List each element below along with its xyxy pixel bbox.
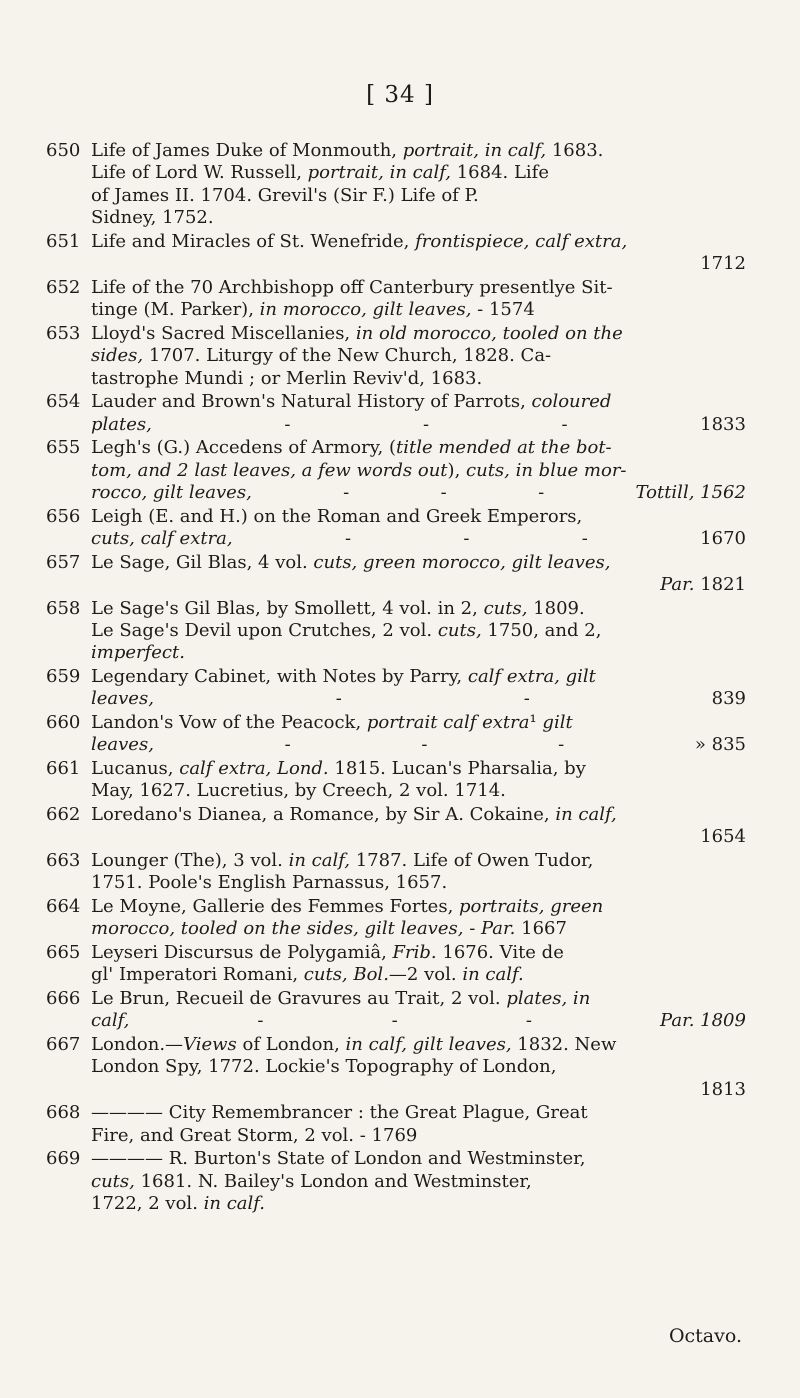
text-run: - (463, 918, 481, 940)
text-run: 1654 (700, 826, 746, 848)
italic-text: Par. 1809 (660, 1010, 746, 1032)
lot-number: 665 (46, 942, 81, 964)
entry-line (91, 299, 746, 321)
text-run: of James II. 1704. Grevil's (Sir F.) Life of P. (91, 184, 479, 206)
italic-text: calf, (91, 1010, 130, 1032)
entry-line (91, 942, 746, 964)
lot-number: 659 (46, 666, 81, 688)
entry-line (91, 506, 746, 528)
italic-text: cuts, (91, 1170, 135, 1192)
text-run: - (284, 413, 291, 435)
catalogue-entry (46, 850, 746, 895)
lot-number: 651 (46, 230, 81, 252)
text-run: 1712 (700, 253, 746, 275)
catalogue-entry (46, 1102, 746, 1147)
italic-text: cuts, green morocco, gilt leaves, (313, 551, 611, 573)
catalogue-entry (46, 1034, 746, 1101)
text-run: Le Brun, Recueil de Gravures au Trait, 2 vol. (91, 988, 507, 1010)
entry-text (91, 506, 746, 551)
italic-text: rocco, gilt leaves, (91, 482, 252, 504)
catalogue-entry (46, 140, 746, 230)
text-run: - (257, 1010, 264, 1032)
catalogue-entry (46, 1148, 746, 1215)
entry-line (91, 598, 746, 620)
italic-text: in calf, (555, 804, 617, 826)
text-run: Leigh (E. and H.) on the Roman and Greek Emperors, (91, 505, 583, 527)
text-run: 1832. New (511, 1034, 617, 1056)
lot-number: 655 (46, 437, 81, 459)
text-run: Landon's Vow of the Peacock, (91, 712, 367, 734)
entry-text (91, 988, 746, 1033)
lot-number: 652 (46, 276, 81, 298)
catalogue-entries (46, 140, 746, 1217)
text-run: 1670 (700, 528, 746, 550)
entry-line (91, 1148, 746, 1170)
entry-line (91, 964, 746, 986)
entry-text (91, 277, 746, 322)
lot-number: 661 (46, 758, 81, 780)
catalogue-entry (46, 804, 746, 849)
entry-text (91, 666, 746, 711)
entry-line (91, 666, 746, 688)
italic-text: Frib. (392, 942, 437, 964)
text-run: 1750, and 2, (481, 620, 602, 642)
text-run: Le Sage's Devil upon Crutches, 2 vol. (91, 620, 438, 642)
entry-text (91, 437, 746, 504)
italic-text: portraits, green (459, 896, 604, 918)
page-number: [ 34 ] (366, 82, 434, 108)
text-run: —2 vol. (388, 964, 463, 986)
italic-text: sides, (91, 345, 144, 367)
italic-text: cuts, (483, 597, 528, 619)
catalogue-entry (46, 231, 746, 276)
text-run: Lauder and Brown's Natural History of Parrots, (91, 391, 532, 413)
italic-text: gilt (542, 712, 573, 734)
entry-line (91, 804, 746, 826)
text-run: - (525, 1010, 532, 1032)
text-run: - (581, 528, 588, 550)
text-run: 1667 (515, 918, 567, 940)
catalogue-entry (46, 988, 746, 1033)
entry-line (91, 1125, 746, 1147)
text-run: Lounger (The), 3 vol. (91, 850, 289, 872)
entry-line (91, 642, 746, 664)
text-run: - (421, 734, 428, 756)
entry-line (91, 1079, 746, 1101)
italic-text: in calf. (203, 1193, 266, 1215)
entry-line (91, 277, 746, 299)
text-run: - (561, 413, 568, 435)
lot-number: 653 (46, 322, 81, 344)
lot-number: 667 (46, 1034, 81, 1056)
entry-text (91, 323, 746, 390)
text-run: 1684. Life (451, 162, 549, 184)
entry-line (91, 872, 746, 894)
lot-number: 650 (46, 140, 81, 161)
text-run: 839 (711, 688, 746, 710)
entry-line (91, 323, 746, 345)
lot-number: 656 (46, 505, 81, 527)
italic-text: in old morocco, tooled on the (355, 322, 623, 344)
lot-number: 664 (46, 896, 81, 918)
italic-text: cuts, calf extra, (91, 528, 233, 550)
text-run: Lucanus, (91, 758, 180, 780)
text-run: Lloyd's Sacred Miscellanies, (91, 322, 356, 344)
italic-text: cuts, (437, 620, 482, 642)
italic-text: coloured (531, 391, 612, 413)
italic-text: in calf, (288, 850, 350, 872)
text-run: May, 1627. Lucretius, by Creech, 2 vol. 1714. (91, 780, 506, 802)
italic-text: portrait calf extra (366, 712, 530, 734)
catalogue-entry (46, 942, 746, 987)
text-run: - (343, 482, 350, 504)
catchword: Octavo. (668, 1325, 742, 1347)
entry-line (91, 1193, 746, 1215)
text-run: - (463, 528, 470, 550)
text-run: ), (447, 459, 467, 481)
entry-line (91, 1010, 746, 1032)
text-run: - (422, 413, 430, 435)
entry-text (91, 598, 746, 665)
entry-text (91, 552, 746, 597)
text-run: Le Sage, Gil Blas, 4 vol. (91, 551, 314, 573)
entry-line (91, 140, 746, 162)
text-run: 1722, 2 vol. (91, 1193, 204, 1215)
text-run: - 1769 (354, 1124, 418, 1146)
text-run: - 1574 (471, 299, 535, 321)
entry-text (91, 1102, 746, 1147)
entry-line (91, 528, 746, 550)
text-run: 1813 (700, 1078, 746, 1100)
text-run: - (558, 734, 565, 756)
entry-line (91, 780, 746, 802)
italic-text: cuts, in blue mor- (466, 459, 627, 481)
text-run: London.— (91, 1034, 184, 1056)
entry-line (91, 758, 746, 780)
entry-line (91, 734, 746, 756)
italic-text: tom, and 2 last leaves, a few words out (91, 459, 448, 481)
text-run: - (391, 1010, 398, 1032)
entry-line (91, 688, 746, 710)
italic-text: Par. (481, 918, 516, 940)
text-run: Life and Miracles of St. Wenefride, (91, 230, 416, 252)
catalogue-entry (46, 437, 746, 504)
entry-line (91, 253, 746, 275)
text-run: 1809. (527, 597, 585, 619)
text-run: ———— R. Burton's State of London and Westminster, (91, 1148, 586, 1170)
italic-text: plates, (91, 413, 152, 435)
entry-line (91, 460, 746, 482)
text-run: Life of James Duke of Monmouth, (91, 140, 403, 161)
entry-line (91, 391, 746, 413)
text-run: ———— City Remembrancer : the Great Plague, Great (91, 1102, 588, 1124)
entry-line (91, 574, 746, 596)
text-run: Life of the 70 Archbishopp off Canterbury presentlye Sit- (91, 276, 613, 298)
lot-number: 660 (46, 712, 81, 734)
text-run: Le Moyne, Gallerie des Femmes Fortes, (91, 896, 460, 918)
text-run: 1787. Life of Owen Tudor, (350, 850, 594, 872)
italic-text: portrait, in calf, (307, 162, 451, 184)
entry-text (91, 896, 746, 941)
text-run: » 835 (694, 734, 746, 756)
text-run: - (538, 482, 545, 504)
entry-text (91, 1148, 746, 1215)
text-run: Loredano's Dianea, a Romance, by Sir A. Cokaine, (91, 804, 556, 826)
entry-line (91, 231, 746, 253)
catalogue-entry (46, 896, 746, 941)
entry-line (91, 345, 746, 367)
text-run: 1821 (694, 574, 746, 596)
text-run: tinge (M. Parker), (91, 299, 260, 321)
text-run: Legh's (G.) Accedens of Armory, ( (91, 437, 396, 459)
entry-text (91, 1034, 746, 1101)
italic-text: Par. (660, 574, 695, 596)
italic-text: plates, in (506, 988, 591, 1010)
text-run: gl' Imperatori Romani, (91, 964, 304, 986)
italic-text: frontispiece, calf extra, (415, 230, 628, 252)
italic-text: leaves, (91, 734, 154, 756)
lot-number: 663 (46, 850, 81, 872)
lot-number: 657 (46, 551, 81, 573)
text-run: London Spy, 1772. Lockie's Topography of London, (91, 1056, 557, 1078)
text-run: Leyseri Discursus de Polygamiâ, (91, 942, 393, 964)
italic-text: Views (183, 1034, 237, 1056)
italic-text: calf extra, gilt (467, 666, 596, 688)
entry-line (91, 896, 746, 918)
text-run: - (440, 482, 447, 504)
entry-text (91, 712, 746, 757)
text-run: Life of Lord W. Russell, (91, 162, 308, 184)
catalogue-entry (46, 552, 746, 597)
catalogue-entry (46, 506, 746, 551)
italic-text: calf extra, Lond. (179, 758, 329, 780)
entry-line (91, 826, 746, 848)
catalogue-entry (46, 277, 746, 322)
catalogue-entry (46, 323, 746, 390)
italic-text: imperfect. (91, 642, 185, 664)
entry-text (91, 391, 746, 436)
entry-line (91, 988, 746, 1010)
entry-line (91, 162, 746, 184)
entry-line (91, 437, 746, 459)
italic-text: Tottill, 1562 (635, 482, 746, 504)
entry-text (91, 758, 746, 803)
catalogue-entry (46, 391, 746, 436)
lot-number: 662 (46, 804, 81, 826)
text-run: tastrophe Mundi ; or Merlin Reviv'd, 1683. (91, 367, 483, 389)
catalogue-entry (46, 712, 746, 757)
catalogue-entry (46, 758, 746, 803)
italic-text: in calf, gilt leaves, (345, 1034, 512, 1056)
entry-line (91, 368, 746, 390)
entry-line (91, 207, 746, 229)
italic-text: morocco, tooled on the sides, gilt leaves, (91, 918, 464, 940)
entry-text (91, 942, 746, 987)
text-run: Legendary Cabinet, with Notes by Parry, (91, 666, 468, 688)
entry-text (91, 231, 746, 276)
entry-line (91, 1034, 746, 1056)
entry-text (91, 850, 746, 895)
entry-text (91, 804, 746, 849)
entry-line (91, 850, 746, 872)
text-run: 1833 (700, 413, 746, 435)
entry-line (91, 918, 746, 940)
text-run: Fire, and Great Storm, 2 vol. (91, 1124, 355, 1146)
italic-text: title mended at the bot- (395, 437, 612, 459)
text-run: - (284, 734, 291, 756)
italic-text: portrait, in calf, (402, 140, 547, 161)
lot-number: 658 (46, 597, 81, 619)
text-run: of London, (236, 1034, 346, 1056)
text-run: - (344, 528, 352, 550)
text-run: 1681. N. Bailey's London and Westminster, (134, 1170, 532, 1192)
catalogue-entry (46, 598, 746, 665)
text-run: 1676. Vite de (436, 942, 564, 964)
lot-number: 669 (46, 1148, 81, 1170)
italic-text: leaves, (91, 688, 154, 710)
italic-text: in calf. (462, 964, 524, 986)
text-run: 1707. Liturgy of the New Church, 1828. Ca- (143, 345, 552, 367)
entry-line (91, 185, 746, 207)
lot-number: 668 (46, 1102, 81, 1124)
text-run: - (523, 688, 530, 710)
catalogue-entry (46, 666, 746, 711)
text-run: 1815. Lucan's Pharsalia, by (328, 758, 586, 780)
text-run: 1751. Poole's English Parnassus, 1657. (91, 872, 448, 894)
italic-text: in morocco, gilt leaves, (259, 299, 472, 321)
text-run: Sidney, 1752. (91, 207, 214, 229)
lot-number: 654 (46, 391, 81, 413)
lot-number: 666 (46, 988, 81, 1010)
text-run: - (335, 688, 342, 710)
entry-line (91, 1171, 746, 1193)
entry-line (91, 1102, 746, 1124)
entry-line (91, 1056, 746, 1078)
entry-line (91, 482, 746, 504)
text-run: ¹ (529, 712, 543, 734)
text-run: 1683. (546, 140, 604, 161)
italic-text: cuts, Bol. (303, 964, 389, 986)
entry-line (91, 552, 746, 574)
text-run: Le Sage's Gil Blas, by Smollett, 4 vol. in 2, (91, 597, 484, 619)
entry-text (91, 140, 746, 230)
entry-line (91, 712, 746, 734)
entry-line (91, 620, 746, 642)
entry-line (91, 414, 746, 436)
